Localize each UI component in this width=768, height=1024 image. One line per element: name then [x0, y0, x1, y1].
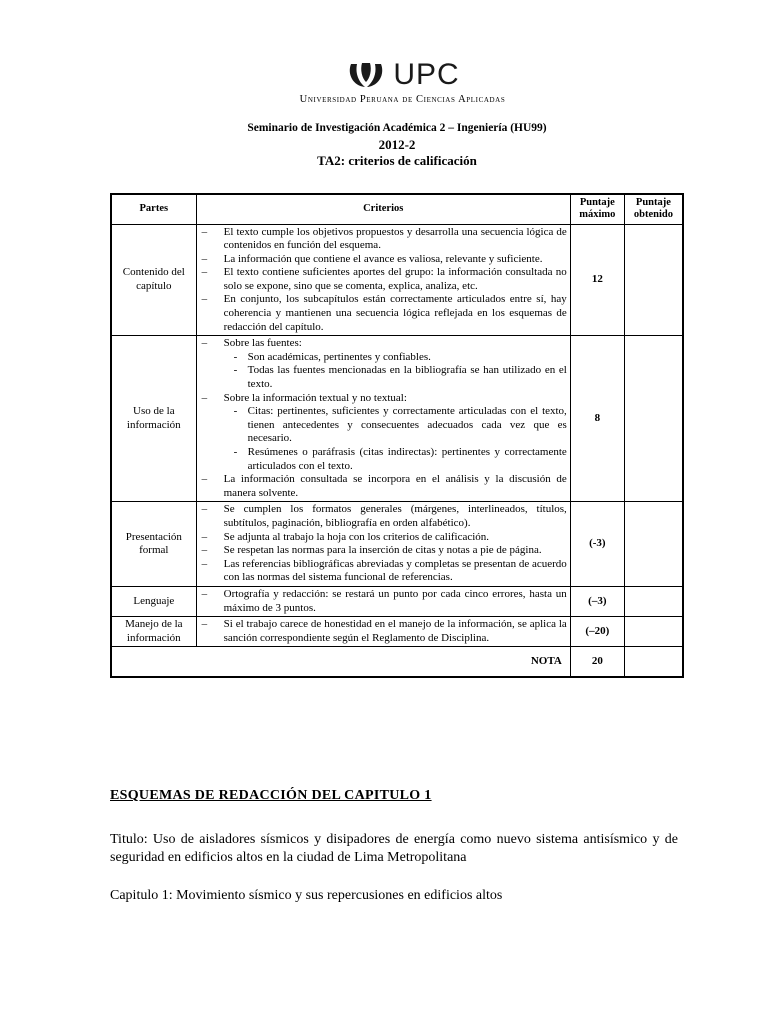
criterion-item [200, 392, 567, 474]
obtained-score [624, 586, 683, 616]
criteria-cell [196, 586, 570, 616]
document-title: TA2: criterios de calificación [317, 153, 477, 168]
chapter-line: Capitulo 1: Movimiento sísmico y sus repercusiones en edificios altos [110, 888, 503, 903]
header-part: Partes [111, 194, 196, 224]
table-row [111, 586, 683, 616]
title-paragraph: Titulo: Uso de aisladores sísmicos y disipadores de energía como nuevo sistema antisísmico y de seguridad en edificios altos en la ciudad de Lima Metropolitana [110, 832, 678, 865]
total-obtained [624, 647, 683, 677]
criterion-item: – Ortografía y redacción: se restará un punto por cada cinco errores, hasta un máximo de 3 puntos. [200, 588, 567, 615]
part-cell: Presentación formal [111, 502, 196, 587]
obtained-score [624, 336, 683, 502]
sub-criterion-item: - Son académicas, pertinentes y confiables. [224, 351, 567, 365]
header-max: Puntaje máximo [570, 194, 624, 224]
logo-subtitle: Universidad Peruana de Ciencias Aplicadas [299, 94, 506, 105]
max-score: 12 [570, 224, 624, 336]
criterion-item: – Las referencias bibliográficas abreviadas y completas se presentan de acuerdo con las normas del sistema funcional de referencias. [200, 558, 567, 585]
part-cell: Contenido del capítulo [111, 224, 196, 336]
sub-criterion-item: - Todas las fuentes mencionadas en la bibliografía se han utilizado en el texto. [224, 364, 567, 391]
course-title: Seminario de Investigación Académica 2 – Ingeniería (HU99) [247, 122, 547, 134]
criteria-cell [196, 502, 570, 587]
obtained-score [624, 502, 683, 587]
criterion-item: – Se respetan las normas para la inserción de citas y notas a pie de página. [200, 544, 567, 558]
max-score: (–20) [570, 617, 624, 647]
criterion-item [200, 337, 567, 391]
criteria-cell [196, 224, 570, 336]
table-row [111, 336, 683, 502]
obtained-score [624, 617, 683, 647]
total-label: NOTA [111, 647, 570, 677]
max-score: 8 [570, 336, 624, 502]
part-cell: Uso de la información [111, 336, 196, 502]
term: 2012-2 [378, 137, 416, 152]
table-row [111, 224, 683, 336]
criterion-item: – La información consultada se incorpora en el análisis y la discusión de manera solvente. [200, 473, 567, 500]
criterion-item: – Se adjunta al trabajo la hoja con los criterios de calificación. [200, 531, 567, 545]
obtained-score [624, 224, 683, 336]
criteria-cell [196, 617, 570, 647]
table-row [111, 617, 683, 647]
section-title: ESQUEMAS DE REDACCIÓN DEL CAPITULO 1 [110, 788, 432, 803]
table-row [111, 502, 683, 587]
part-cell: Manejo de la información [111, 617, 196, 647]
total-row [111, 647, 683, 677]
sub-criterion-item: - Resúmenes o paráfrasis (citas indirectas): pertinentes y correctamente articulados con el texto. [224, 446, 567, 473]
logo-word: UPC [393, 58, 460, 91]
sub-criterion-item: - Citas: pertinentes, suficientes y correctamente articuladas con el texto, tienen antecedentes y consecuentes adecuados cada vez que es necesario. [224, 405, 567, 446]
table-header-row [111, 194, 683, 224]
criterion-item: – Se cumplen los formatos generales (márgenes, interlineados, títulos, subtítulos, paginación, bibliografía en orden alfabético). [200, 503, 567, 530]
upc-logo [275, 58, 530, 106]
total-max: 20 [570, 647, 624, 677]
criterion-item: – Si el trabajo carece de honestidad en el manejo de la información, se aplica la sanción correspondiente según el Reglamento de Disciplina. [200, 618, 567, 645]
criterion-item: – El texto contiene suficientes aportes del grupo: la información consultada no solo se expone, sino que se comenta, explica, analiza, etc. [200, 266, 567, 293]
criterion-text: Sobre la información textual y no textual: [223, 391, 407, 404]
criterion-item: – La información que contiene el avance es valiosa, relevante y suficiente. [200, 253, 567, 267]
grading-table [110, 193, 684, 678]
header-obtained: Puntaje obtenido [624, 194, 683, 224]
max-score: (-3) [570, 502, 624, 587]
criterion-item: – En conjunto, los subcapítulos están correctamente articulados entre sí, hay coherencia y mantienen una secuencia lógica reflejada en los esquemas de redacción del capítulo. [200, 293, 567, 334]
criterion-text: Sobre las fuentes: [223, 337, 302, 350]
criteria-cell [196, 336, 570, 502]
criterion-item: – El texto cumple los objetivos propuestos y desarrolla una secuencia lógica de contenidos en función del esquema. [200, 226, 567, 253]
header-criteria: Criterios [196, 194, 570, 224]
max-score: (–3) [570, 586, 624, 616]
part-cell: Lenguaje [111, 586, 196, 616]
upc-emblem-icon [345, 60, 387, 90]
